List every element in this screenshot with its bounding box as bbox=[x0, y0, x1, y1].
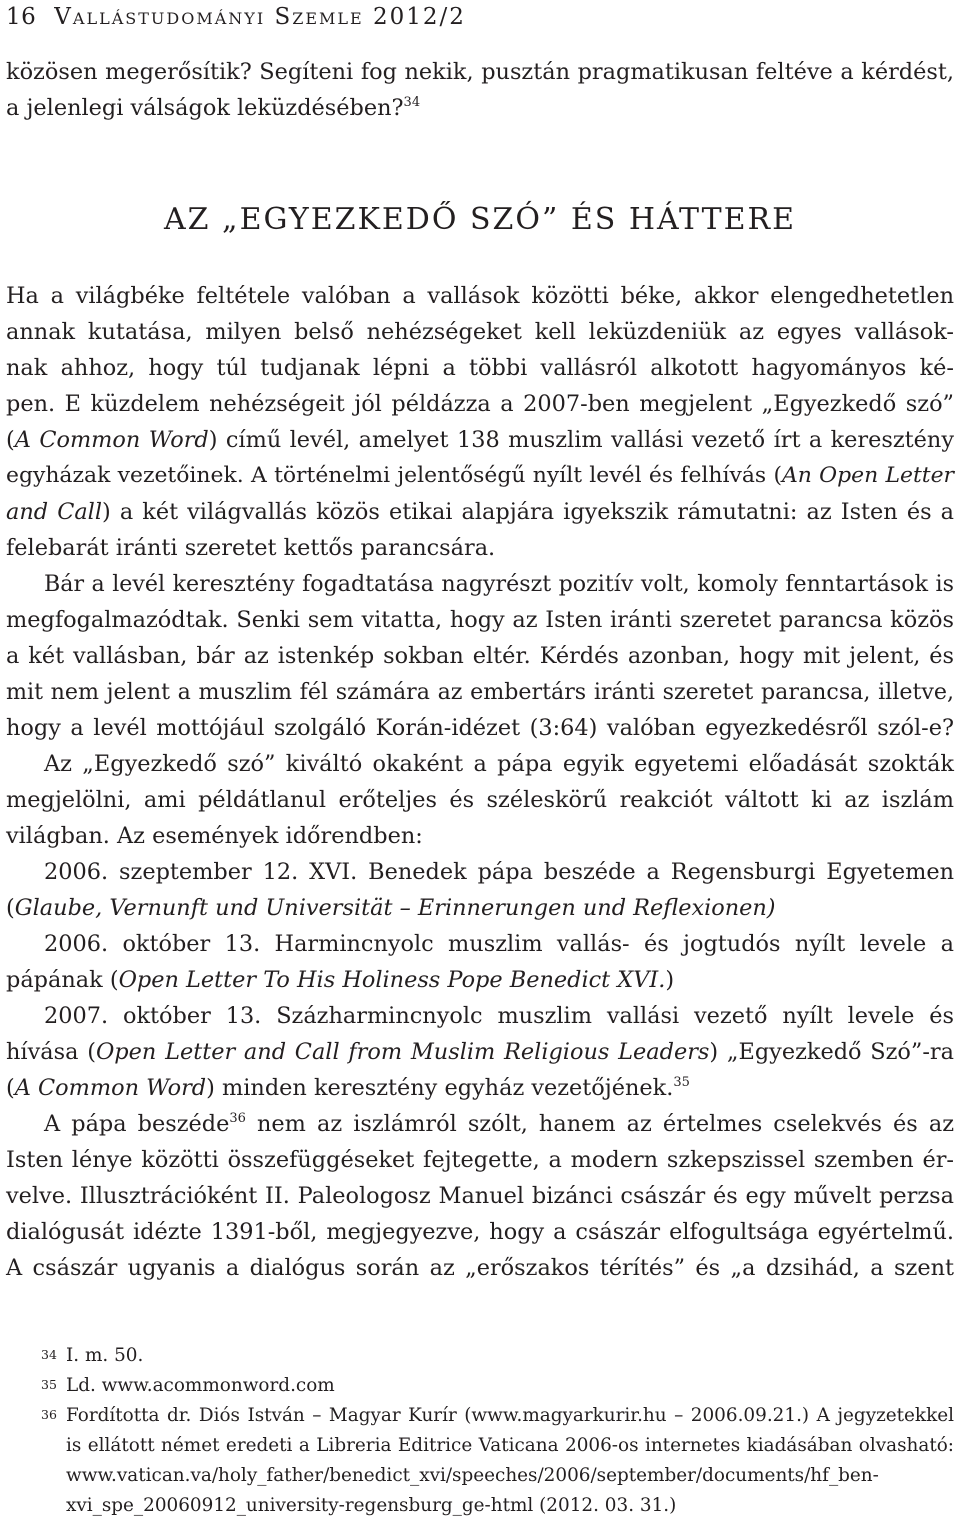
body-line bbox=[6, 90, 954, 126]
body-line: Isten lénye közötti összefüggéseket fejtegette, a modern szkepszissel szemben ér- bbox=[6, 1147, 954, 1173]
footnote-number: 36 bbox=[41, 1407, 57, 1422]
line-text: ( bbox=[6, 895, 15, 921]
body-line: világban. Az események időrendben: bbox=[6, 823, 423, 849]
chronology-line: 2006. szeptember 12. XVI. Benedek pápa beszéde a Regensburgi Egyetemen bbox=[44, 859, 954, 885]
body-line: nak ahhoz, hogy túl tudjanak lépni a többi vallásról alkotott hagyományos ké- bbox=[6, 355, 954, 381]
line-text: nem az iszlámról szólt, hanem az értelmes cselekvés és az bbox=[245, 1111, 954, 1137]
body-line: hogy a levél mottójául szolgáló Korán-idézet (3:64) valóban egyezkedésről szól-e? bbox=[6, 715, 954, 741]
body-line: Bár a levél keresztény fogadtatása nagyrészt pozitív volt, komoly fenntartások is bbox=[44, 571, 954, 597]
line-text: pápának ( bbox=[6, 967, 119, 993]
body-line bbox=[6, 458, 954, 494]
line-text: ) című levél, amelyet 138 muszlim vallási vezető írt a keresztény bbox=[208, 427, 954, 453]
body-line: megjelölni, ami példátlanul erőteljes és széleskörű reakciót váltott ki az iszlám bbox=[6, 787, 954, 813]
body-line: a két vallásban, bár az istenkép sokban eltér. Kérdés azonban, hogy mit jelent, és bbox=[6, 643, 954, 669]
italic-title: An Open Letter bbox=[781, 463, 954, 488]
body-line: Az „Egyezkedő szó” kiváltó okaként a pápa egyik egyetemi előadását szokták bbox=[44, 751, 954, 777]
page-number: 16 bbox=[6, 4, 37, 30]
body-line: Ha a világbéke feltétele valóban a vallások közötti béke, akkor elengedhetetlen bbox=[6, 283, 954, 309]
italic-title: Open Letter and Call from Muslim Religious Leaders bbox=[95, 1039, 710, 1065]
footnote-text: xvi_spe_20060912_university-regensburg_ge-html (2012. 03. 31.) bbox=[66, 1495, 677, 1516]
line-text: egyházak vezetőinek. A történelmi jelentőségű nyílt levél és felhívás ( bbox=[6, 463, 782, 488]
line-text: ) minden keresztény egyház vezetőjének. bbox=[206, 1075, 674, 1101]
footnote-text: Fordította dr. Diós István – Magyar Kurír (www.magyarkurir.hu – 2006.09.21.) A jegyzetekkel bbox=[66, 1405, 954, 1426]
chronology-line bbox=[6, 1070, 954, 1106]
body-line: A császár ugyanis a dialógus során az „erőszakos térítés” és „a dzsihád, a szent bbox=[6, 1255, 954, 1281]
chronology-line: 2006. október 13. Harmincnyolc muszlim vallás- és jogtudós nyílt levele a bbox=[44, 931, 954, 957]
journal-title: Vallástudományi Szemle 2012/2 bbox=[54, 4, 466, 30]
italic-title: Glaube, Vernunft und Universität – Erinnerungen und Reflexionen) bbox=[14, 895, 776, 921]
body-line bbox=[6, 494, 954, 530]
body-line: dialógusát idézte 1391-ből, megjegyezve, hogy a császár elfogultsága egyértelmű. bbox=[6, 1219, 954, 1245]
body-line: felebarát iránti szeretet kettős parancsára. bbox=[6, 535, 496, 561]
footnote-number: 34 bbox=[41, 1347, 57, 1362]
body-line: megfogalmazódtak. Senki sem vitatta, hogy az Isten iránti szeretet parancsa közös bbox=[6, 607, 954, 633]
italic-title: A Common Word bbox=[14, 1075, 207, 1101]
line-text: hívása ( bbox=[6, 1039, 96, 1065]
italic-title: A Common Word bbox=[14, 427, 209, 453]
body-line: velve. Illusztrációként II. Paleologosz Manuel bizánci császár és egy művelt perzsa bbox=[6, 1183, 954, 1209]
line-text: ( bbox=[6, 427, 15, 453]
running-head bbox=[6, 2, 946, 32]
line-text: A pápa beszéde bbox=[44, 1111, 230, 1137]
chronology-line bbox=[6, 890, 954, 926]
footnote-ref: 34 bbox=[403, 95, 421, 110]
section-heading: AZ „EGYEZKEDŐ SZÓ” ÉS HÁTTERE bbox=[164, 202, 796, 237]
footnote-link[interactable]: www.vatican.va/holy_father/benedict_xvi/speeches/2006/september/documents/hf_ben- bbox=[66, 1465, 879, 1486]
body-line bbox=[6, 422, 954, 458]
line-text: ( bbox=[6, 1075, 15, 1101]
body-line: mit nem jelent a muszlim fél számára az embertárs iránti szeretet parancsa, illetve, bbox=[6, 679, 954, 705]
line-text: ) bbox=[665, 967, 675, 993]
italic-title: Open Letter To His Holiness Pope Benedict XVI. bbox=[118, 967, 666, 993]
chronology-line bbox=[6, 962, 954, 998]
line-text: ) a két világvallás közös etikai alapjára igyekszik rámutatni: az Isten és a bbox=[102, 499, 954, 525]
chronology-line bbox=[6, 1034, 954, 1070]
chronology-line: 2007. október 13. Százharmincnyolc muszlim vallási vezető nyílt levele és bbox=[44, 1003, 954, 1029]
footnote-ref: 35 bbox=[673, 1075, 690, 1090]
body-line: pen. E küzdelem nehézségeit jól példázza a 2007-ben megjelent „Egyezkedő szó” bbox=[6, 391, 954, 417]
line-text: a jelenlegi válságok leküzdésében? bbox=[6, 95, 404, 121]
body-line: annak kutatása, milyen belső nehézségeket kell leküzdeniük az egyes vallások- bbox=[6, 319, 954, 345]
footnote-ref: 36 bbox=[229, 1111, 246, 1126]
footnote-text: is ellátott német eredeti a Libreria Editrice Vaticana 2006-os internetes kiadásában olvasható: bbox=[66, 1435, 954, 1456]
footnote-number: 35 bbox=[41, 1377, 57, 1392]
body-line bbox=[44, 1106, 954, 1142]
body-line: közösen megerősítik? Segíteni fog nekik, pusztán pragmatikusan feltéve a kérdést, bbox=[6, 59, 954, 85]
footnote-link[interactable]: Ld. www.acommonword.com bbox=[66, 1375, 335, 1396]
line-text: ) „Egyezkedő Szó”-ra bbox=[709, 1039, 954, 1065]
italic-title: and Call bbox=[6, 499, 102, 525]
footnote-text: I. m. 50. bbox=[66, 1345, 144, 1366]
